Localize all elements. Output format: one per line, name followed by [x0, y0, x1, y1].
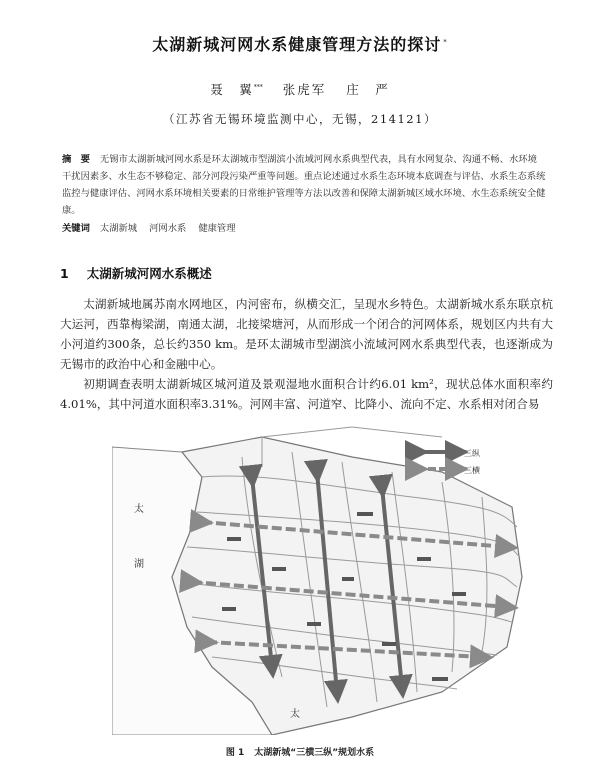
section-title: 太湖新城河网水系概述 [86, 266, 212, 281]
page-title [0, 32, 600, 55]
abstract-text: 无锡市太湖新城河网水系是环太湖城市型湖滨小流域河网水系典型代表，具有水网复杂、沟通不畅、水环境干扰因素多、水生态不够稳定、部分河段污染严重等问题。重点论述通过水系生态环境本底调查与评估、水系生态系统监控与健康评估、河网水系环境相关要素的日常维护管理等方法以改善和保障太湖新城区域水环境、水生态系统安全健康。 [62, 154, 546, 216]
author-name: 庄 严 [346, 82, 390, 97]
keyword: 河网水系 [149, 223, 187, 234]
lake-label: 湖 [134, 559, 144, 570]
affiliation: （江苏省无锡环境监测中心，无锡，214121） [163, 112, 437, 126]
abstract [62, 151, 546, 219]
keywords [62, 222, 546, 236]
author-name: 聂 翼 [210, 82, 254, 97]
body-paragraph: 初期调查表明太湖新城区城河道及景观湿地水面积合计约6.01 km²，现状总体水面积率约4.01%，其中河道水面积率3.31%。河网丰富、河道窄、比降小、流向不定、水系相对闭合易 [60, 377, 553, 411]
figure-caption-text: 太湖新城“三横三纵”规划水系 [254, 748, 375, 758]
author-name: 张虎军 [282, 82, 327, 97]
figure-map [112, 417, 537, 735]
lake-label: 太 [290, 709, 300, 720]
keywords-label: 关键词 [62, 223, 90, 234]
lake-label: 太 [134, 504, 144, 515]
body-paragraph: 太湖新城地属苏南水网地区，内河密布，纵横交汇，呈现水乡特色。太湖新城水系东联京杭大运河，西靠梅梁湖，南通太湖，北接梁塘河，从而形成一个闭合的河网体系，规划区内共有大小河道约300条，总长约350 km。是环太湖城市型湖滨小流域河网水系典型代表，也逐渐成为无锡市的政治中心和金融中心。 [60, 297, 553, 371]
author-line [0, 80, 600, 98]
section-number: 1 [60, 266, 69, 281]
figure-caption [0, 745, 600, 758]
legend-label: 三横 [464, 466, 480, 475]
keyword: 太湖新城 [99, 223, 138, 234]
keyword: 健康管理 [198, 223, 236, 234]
abstract-label: 摘 要 [62, 154, 90, 165]
legend-label: 三纵 [464, 449, 480, 458]
author-footnote-mark: *** [253, 83, 263, 91]
title-text: 太湖新城河网水系健康管理方法的探讨 [152, 35, 442, 54]
figure-number: 图 1 [225, 748, 245, 758]
river-network-map [112, 417, 537, 735]
title-footnote-mark: * [443, 37, 448, 46]
section-heading [60, 264, 212, 282]
